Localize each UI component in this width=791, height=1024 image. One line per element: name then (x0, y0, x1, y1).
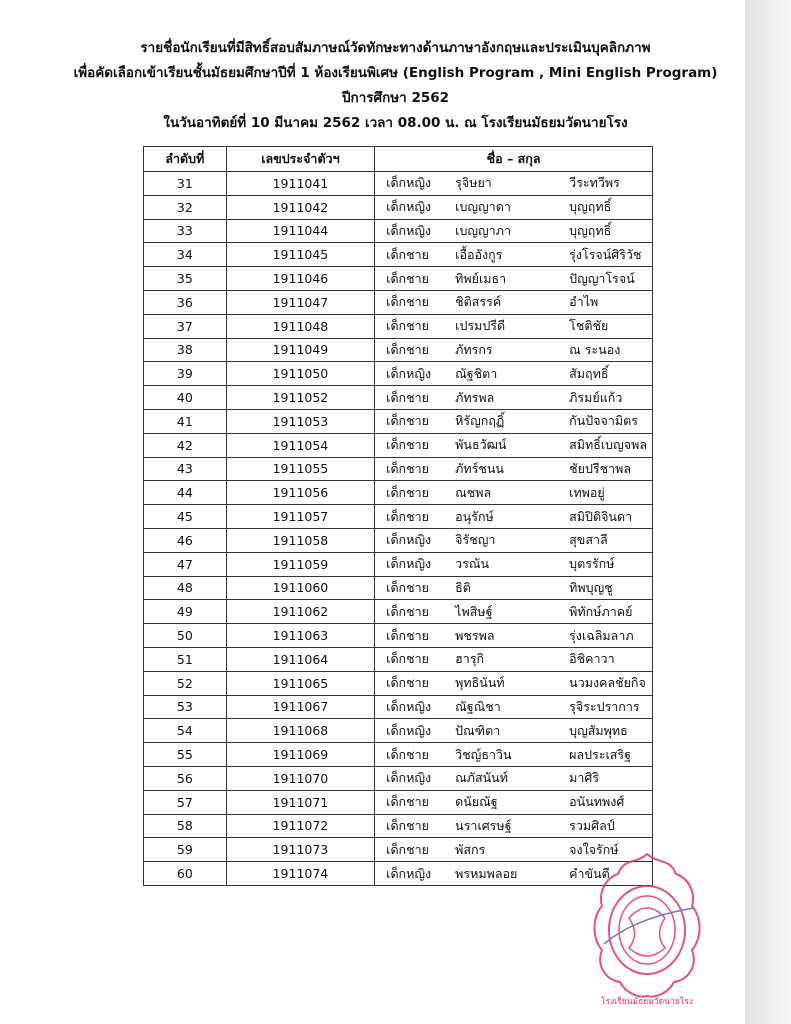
row-number: 41 (144, 409, 227, 433)
row-title: เด็กชาย (386, 651, 429, 667)
row-title: เด็กหญิง (386, 199, 432, 215)
row-first-name: ภัทร์ชนน (455, 460, 504, 476)
seal-caption: โรงเรียนมัธยมวัดนายโรง (600, 997, 694, 1007)
row-title: เด็กชาย (386, 413, 429, 429)
row-number: 44 (144, 481, 227, 505)
table-row (144, 219, 653, 243)
row-last-name: สุขสาลี (569, 532, 608, 548)
row-title: เด็กชาย (386, 841, 429, 857)
row-name-cell (375, 409, 653, 433)
column-header-name: ชื่อ – สกุล (375, 147, 653, 172)
row-first-name: พันธวัฒน์ (455, 437, 507, 453)
table-row (144, 243, 653, 267)
header-date-line: ในวันอาทิตย์ที่ 10 มีนาคม 2562 เวลา 08.00 น. ณ โรงเรียนมัธยมวัดนายโรง (163, 115, 628, 131)
row-number: 49 (144, 600, 227, 624)
row-number: 33 (144, 219, 227, 243)
row-student-id: 1911046 (226, 267, 374, 291)
row-name-cell (375, 552, 653, 576)
row-student-id: 1911063 (226, 624, 374, 648)
row-name-cell (375, 457, 653, 481)
row-first-name: พุทธินันท์ (455, 675, 505, 691)
table-row (144, 290, 653, 314)
row-student-id: 1911041 (226, 172, 374, 196)
row-title: เด็กชาย (386, 389, 429, 405)
row-student-id: 1911054 (226, 433, 374, 457)
row-first-name: ณภัสนันท์ (455, 770, 508, 786)
row-name-cell (375, 600, 653, 624)
row-title: เด็กหญิง (386, 698, 432, 714)
row-title: เด็กหญิง (386, 175, 432, 191)
table-row (144, 576, 653, 600)
row-student-id: 1911042 (226, 195, 374, 219)
row-last-name: คำขันตี (569, 865, 610, 881)
table-row (144, 695, 653, 719)
row-number: 55 (144, 743, 227, 767)
table-row (144, 671, 653, 695)
table-row (144, 338, 653, 362)
row-last-name: รวมศิลป์ (569, 817, 615, 833)
row-last-name: โชติชัย (569, 318, 609, 334)
row-first-name: ธิติ (455, 579, 471, 595)
row-title: เด็กชาย (386, 294, 429, 310)
student-roster-table (143, 146, 653, 886)
table-row (144, 814, 653, 838)
row-last-name: รุจิระปราการ (569, 698, 640, 714)
row-first-name: ภัทรพล (455, 389, 495, 405)
row-student-id: 1911062 (226, 600, 374, 624)
table-row (144, 719, 653, 743)
row-name-cell (375, 386, 653, 410)
row-last-name: ภิรมย์แก้ว (569, 389, 623, 405)
row-number: 46 (144, 528, 227, 552)
table-row (144, 862, 653, 886)
table-row (144, 600, 653, 624)
seal-outer-outline (595, 854, 700, 996)
row-student-id: 1911068 (226, 719, 374, 743)
table-row (144, 172, 653, 196)
table-row (144, 838, 653, 862)
row-number: 37 (144, 314, 227, 338)
table-row (144, 624, 653, 648)
row-first-name: ฮารุกิ (455, 651, 485, 667)
row-title: เด็กชาย (386, 603, 429, 619)
row-last-name: บุตรรักษ์ (569, 556, 615, 572)
row-name-cell (375, 338, 653, 362)
row-student-id: 1911053 (226, 409, 374, 433)
row-first-name: ทิพย์เมธา (455, 270, 507, 286)
row-first-name: ดนัยณัฐ (455, 794, 498, 810)
row-last-name: รุ่งเฉลิมลาภ (569, 627, 634, 643)
row-number: 50 (144, 624, 227, 648)
row-title: เด็กหญิง (386, 556, 432, 572)
row-first-name: เบญญาดา (455, 199, 511, 215)
row-title: เด็กหญิง (386, 222, 432, 238)
row-number: 54 (144, 719, 227, 743)
row-last-name: อิชิคาวา (569, 651, 615, 667)
row-student-id: 1911074 (226, 862, 374, 886)
row-name-cell (375, 505, 653, 529)
row-last-name: วีระทวีพร (569, 175, 620, 191)
row-first-name: ปัณฑิตา (455, 722, 501, 738)
row-first-name: นราเศรษฐ์ (455, 817, 512, 833)
row-student-id: 1911060 (226, 576, 374, 600)
row-last-name: ปัญญาโรจน์ (569, 270, 635, 286)
row-student-id: 1911057 (226, 505, 374, 529)
row-name-cell (375, 290, 653, 314)
row-number: 34 (144, 243, 227, 267)
row-title: เด็กชาย (386, 579, 429, 595)
table-row (144, 647, 653, 671)
row-first-name: ภัทรกร (455, 341, 493, 357)
row-first-name: วิชญ์ธาวิน (455, 746, 512, 762)
row-last-name: นวมงคลชัยกิจ (569, 675, 646, 691)
row-name-cell (375, 362, 653, 386)
row-student-id: 1911055 (226, 457, 374, 481)
row-last-name: ณ ระนอง (569, 341, 621, 357)
page-edge-shadow (745, 0, 791, 1024)
school-seal-stamp (584, 848, 710, 1008)
table-row (144, 267, 653, 291)
row-title: เด็กหญิง (386, 770, 432, 786)
table-body (144, 172, 653, 886)
table-row (144, 433, 653, 457)
signature-mark (604, 908, 694, 944)
table-row (144, 386, 653, 410)
row-first-name: ไพสิษฐ์ (455, 603, 493, 619)
table-row (144, 505, 653, 529)
row-name-cell (375, 433, 653, 457)
row-title: เด็กชาย (386, 746, 429, 762)
row-first-name: เอื้ออังกูร (455, 246, 503, 262)
row-name-cell (375, 647, 653, 671)
row-name-cell (375, 576, 653, 600)
row-title: เด็กหญิง (386, 365, 432, 381)
row-name-cell (375, 814, 653, 838)
row-student-id: 1911067 (226, 695, 374, 719)
row-student-id: 1911047 (226, 290, 374, 314)
row-number: 35 (144, 267, 227, 291)
row-name-cell (375, 695, 653, 719)
column-header-number: ลำดับที่ (144, 147, 227, 172)
row-last-name: พิทักษ์ภาคย์ (569, 603, 633, 619)
table-row (144, 314, 653, 338)
row-number: 51 (144, 647, 227, 671)
row-student-id: 1911052 (226, 386, 374, 410)
row-number: 53 (144, 695, 227, 719)
row-name-cell (375, 172, 653, 196)
row-student-id: 1911048 (226, 314, 374, 338)
row-last-name: จงใจรักษ์ (569, 841, 619, 857)
row-first-name: วรณัน (455, 556, 490, 572)
row-student-id: 1911065 (226, 671, 374, 695)
column-header-id: เลขประจำตัวฯ (226, 147, 374, 172)
table-row (144, 409, 653, 433)
row-last-name: กันปัจจามิตร (569, 413, 638, 429)
table-row (144, 362, 653, 386)
table-row (144, 790, 653, 814)
table-row (144, 195, 653, 219)
row-title: เด็กชาย (386, 627, 429, 643)
header-year-line: ปีการศึกษา 2562 (341, 90, 450, 106)
row-last-name: เทพอยู่ (569, 484, 605, 500)
row-title: เด็กชาย (386, 508, 429, 524)
row-last-name: บุญฤทธิ์ (569, 222, 612, 238)
row-number: 56 (144, 766, 227, 790)
table-header-row (144, 147, 653, 172)
seal-emblem (619, 896, 675, 964)
row-title: เด็กชาย (386, 794, 429, 810)
row-title: เด็กชาย (386, 675, 429, 691)
row-number: 36 (144, 290, 227, 314)
row-number: 59 (144, 838, 227, 862)
row-last-name: สมิทธิ์เบญจพล (569, 437, 647, 453)
row-student-id: 1911056 (226, 481, 374, 505)
row-first-name: พัสกร (455, 841, 486, 857)
row-number: 57 (144, 790, 227, 814)
row-last-name: สมิปิติจินดา (569, 508, 633, 524)
row-title: เด็กชาย (386, 437, 429, 453)
row-number: 58 (144, 814, 227, 838)
row-number: 48 (144, 576, 227, 600)
row-first-name: ชิติสรรค์ (455, 294, 502, 310)
row-title: เด็กหญิง (386, 722, 432, 738)
row-title: เด็กชาย (386, 817, 429, 833)
header-title-line: รายชื่อนักเรียนที่มีสิทธิ์สอบสัมภาษณ์วัดทักษะทางด้านภาษาอังกฤษและประเมินบุคลิกภาพ (140, 40, 651, 56)
row-title: เด็กหญิง (386, 532, 432, 548)
row-number: 32 (144, 195, 227, 219)
row-last-name: ทิพบุญชู (569, 579, 613, 595)
seal-inner-ring (609, 886, 685, 974)
row-first-name: ณัฐณิชา (455, 698, 501, 714)
row-student-id: 1911073 (226, 838, 374, 862)
row-name-cell (375, 671, 653, 695)
row-first-name: ณัฐชิตา (455, 365, 498, 381)
row-last-name: สัมฤทธิ์ (569, 365, 609, 381)
row-student-id: 1911044 (226, 219, 374, 243)
row-first-name: พรหมพลอย (455, 865, 518, 881)
row-number: 39 (144, 362, 227, 386)
row-first-name: รุจิษยา (455, 175, 492, 191)
row-last-name: ชัยปรีชาพล (569, 460, 632, 476)
row-student-id: 1911059 (226, 552, 374, 576)
row-title: เด็กชาย (386, 270, 429, 286)
row-name-cell (375, 243, 653, 267)
row-title: เด็กชาย (386, 318, 429, 334)
row-last-name: บุญสัมพุทธ (569, 722, 628, 738)
row-title: เด็กชาย (386, 246, 429, 262)
row-last-name: รุ่งโรจน์ศิริวัช (569, 246, 642, 262)
row-first-name: เบญญาภา (455, 222, 511, 238)
row-student-id: 1911049 (226, 338, 374, 362)
row-student-id: 1911070 (226, 766, 374, 790)
row-number: 38 (144, 338, 227, 362)
row-first-name: หิรัญกฤฏิ์ (455, 413, 505, 429)
row-number: 40 (144, 386, 227, 410)
row-number: 52 (144, 671, 227, 695)
table-row (144, 528, 653, 552)
row-first-name: ณชพล (455, 484, 492, 500)
row-title: เด็กชาย (386, 484, 429, 500)
table-row (144, 766, 653, 790)
row-name-cell (375, 743, 653, 767)
row-number: 47 (144, 552, 227, 576)
row-name-cell (375, 219, 653, 243)
row-name-cell (375, 195, 653, 219)
row-name-cell (375, 481, 653, 505)
row-name-cell (375, 528, 653, 552)
table-row (144, 457, 653, 481)
row-first-name: พชรพล (455, 627, 495, 643)
table-row (144, 743, 653, 767)
row-number: 60 (144, 862, 227, 886)
row-last-name: อนันทพงศ์ (569, 794, 625, 810)
row-first-name: เปรมปรีดี (455, 318, 506, 334)
row-name-cell (375, 624, 653, 648)
row-last-name: บุญฤทธิ์ (569, 199, 612, 215)
table-row (144, 552, 653, 576)
row-first-name: จิรัชญา (455, 532, 496, 548)
row-number: 31 (144, 172, 227, 196)
row-name-cell (375, 267, 653, 291)
row-title: เด็กชาย (386, 460, 429, 476)
row-name-cell (375, 314, 653, 338)
row-last-name: อำไพ (569, 294, 599, 310)
row-student-id: 1911069 (226, 743, 374, 767)
row-student-id: 1911071 (226, 790, 374, 814)
row-student-id: 1911050 (226, 362, 374, 386)
row-number: 42 (144, 433, 227, 457)
row-title: เด็กหญิง (386, 865, 432, 881)
document-header (0, 36, 791, 136)
row-name-cell (375, 790, 653, 814)
row-name-cell (375, 766, 653, 790)
row-student-id: 1911072 (226, 814, 374, 838)
row-student-id: 1911045 (226, 243, 374, 267)
row-last-name: มาศิริ (569, 770, 600, 786)
row-name-cell (375, 719, 653, 743)
header-program-line: เพื่อคัดเลือกเข้าเรียนชั้นมัธยมศึกษาปีที่ 1 ห้องเรียนพิเศษ (English Program , Mini English Program) (73, 65, 718, 81)
row-number: 43 (144, 457, 227, 481)
row-number: 45 (144, 505, 227, 529)
row-student-id: 1911064 (226, 647, 374, 671)
row-title: เด็กชาย (386, 341, 429, 357)
row-first-name: อนุรักษ์ (455, 508, 494, 524)
table-row (144, 481, 653, 505)
row-student-id: 1911058 (226, 528, 374, 552)
row-last-name: ผลประเสริฐ (569, 746, 632, 762)
